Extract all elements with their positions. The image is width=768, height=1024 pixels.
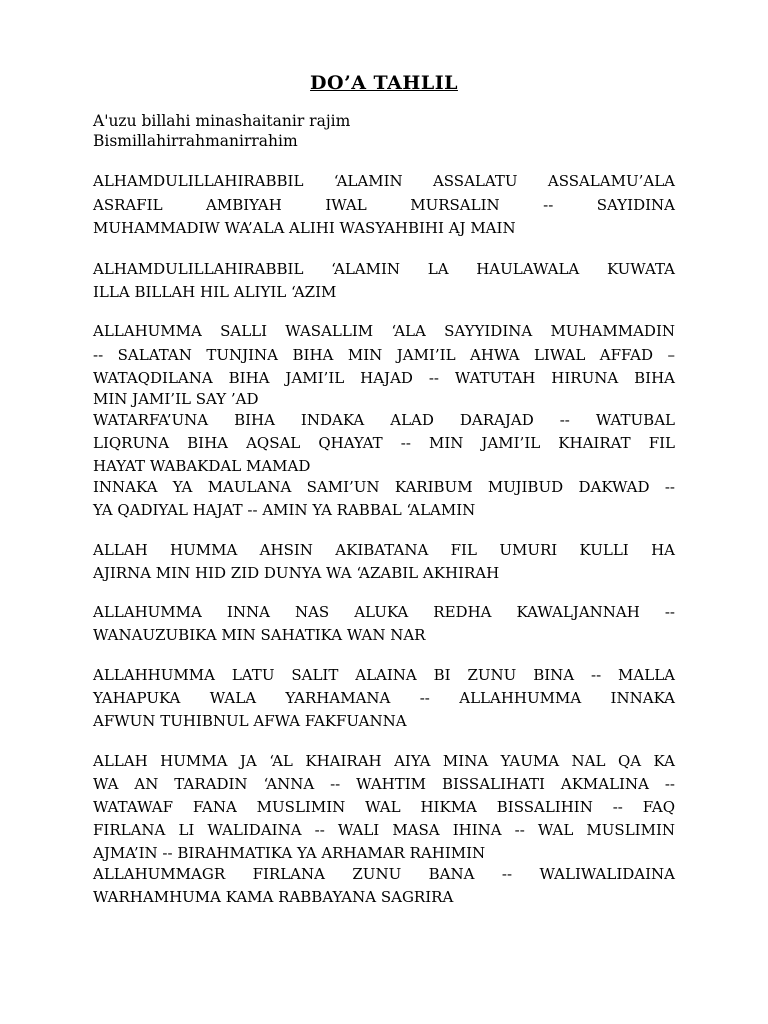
paragraph-2-line-1: ALHAMDULILLAHIRABBIL ‘ALAMIN LA HAULAWALA KUWATA — [93, 260, 675, 278]
paragraph-2-line-2: ILLA BILLAH HIL ALIYIL ‘AZIM — [93, 283, 337, 301]
paragraph-7-line-7: WARHAMHUMA KAMA RABBAYANA SAGRIRA — [93, 888, 454, 906]
paragraph-6-line-3: AFWUN TUHIBNUL AFWA FAKFUANNA — [93, 712, 407, 730]
intro-line-taawudz: A'uzu billahi minashaitanir rajim — [93, 112, 351, 130]
paragraph-4-line-1: ALLAH HUMMA AHSIN AKIBATANA FIL UMURI KULLI HA — [93, 541, 675, 559]
paragraph-5-line-2: WANAUZUBIKA MIN SAHATIKA WAN NAR — [93, 626, 426, 644]
intro-line-basmalah: Bismillahirrahmanirrahim — [93, 132, 298, 150]
paragraph-3-line-7: HAYAT WABAKDAL MAMAD — [93, 457, 311, 475]
paragraph-3-line-4: MIN JAMI’IL SAY ’AD — [93, 390, 259, 408]
paragraph-7-line-5: AJMA’IN -- BIRAHMATIKA YA ARHAMAR RAHIMIN — [93, 844, 486, 862]
paragraph-4-line-2: AJIRNA MIN HID ZID DUNYA WA ‘AZABIL AKHIRAH — [93, 564, 500, 582]
paragraph-7-line-2: WA AN TARADIN ‘ANNA -- WAHTIM BISSALIHATI AKMALINA -- — [93, 775, 675, 793]
paragraph-6-line-2: YAHAPUKA WALA YARHAMANA -- ALLAHHUMMA INNAKA — [93, 689, 675, 707]
paragraph-6-line-1: ALLAHHUMMA LATU SALIT ALAINA BI ZUNU BINA -- MALLA — [93, 666, 675, 684]
paragraph-3-line-3: WATAQDILANA BIHA JAMI’IL HAJAD -- WATUTAH HIRUNA BIHA — [93, 369, 675, 387]
paragraph-1-line-3: MUHAMMADIW WA’ALA ALIHI WASYAHBIHI AJ MAIN — [93, 219, 516, 237]
paragraph-7-line-1: ALLAH HUMMA JA ‘AL KHAIRAH AIYA MINA YAUMA NAL QA KA — [93, 752, 675, 770]
paragraph-3-line-2: -- SALATAN TUNJINA BIHA MIN JAMI’IL AHWA LIWAL AFFAD – — [93, 346, 675, 364]
paragraph-7-line-6: ALLAHUMMAGR FIRLANA ZUNU BANA -- WALIWALIDAINA — [93, 865, 675, 883]
paragraph-3-line-8: INNAKA YA MAULANA SAMI’UN KARIBUM MUJIBUD DAKWAD -- — [93, 478, 675, 496]
paragraph-7-line-4: FIRLANA LI WALIDAINA -- WALI MASA IHINA -- WAL MUSLIMIN — [93, 821, 675, 839]
paragraph-3-line-6: LIQRUNA BIHA AQSAL QHAYAT -- MIN JAMI’IL KHAIRAT FIL — [93, 434, 675, 452]
document-title: DO’A TAHLIL — [310, 72, 458, 94]
paragraph-3-line-5: WATARFA’UNA BIHA INDAKA ALAD DARAJAD -- WATUBAL — [93, 411, 675, 429]
paragraph-7-line-3: WATAWAF FANA MUSLIMIN WAL HIKMA BISSALIHIN -- FAQ — [93, 798, 675, 816]
paragraph-5-line-1: ALLAHUMMA INNA NAS ALUKA REDHA KAWALJANNAH -- — [93, 603, 675, 621]
paragraph-3-line-9: YA QADIYAL HAJAT -- AMIN YA RABBAL ‘ALAMIN — [93, 501, 476, 519]
paragraph-3-line-1: ALLAHUMMA SALLI WASALLIM ‘ALA SAYYIDINA MUHAMMADIN — [93, 322, 675, 340]
paragraph-1-line-1: ALHAMDULILLAHIRABBIL ‘ALAMIN ASSALATU ASSALAMU’ALA — [93, 172, 675, 190]
paragraph-1-line-2: ASRAFIL AMBIYAH IWAL MURSALIN -- SAYIDINA — [93, 196, 675, 214]
